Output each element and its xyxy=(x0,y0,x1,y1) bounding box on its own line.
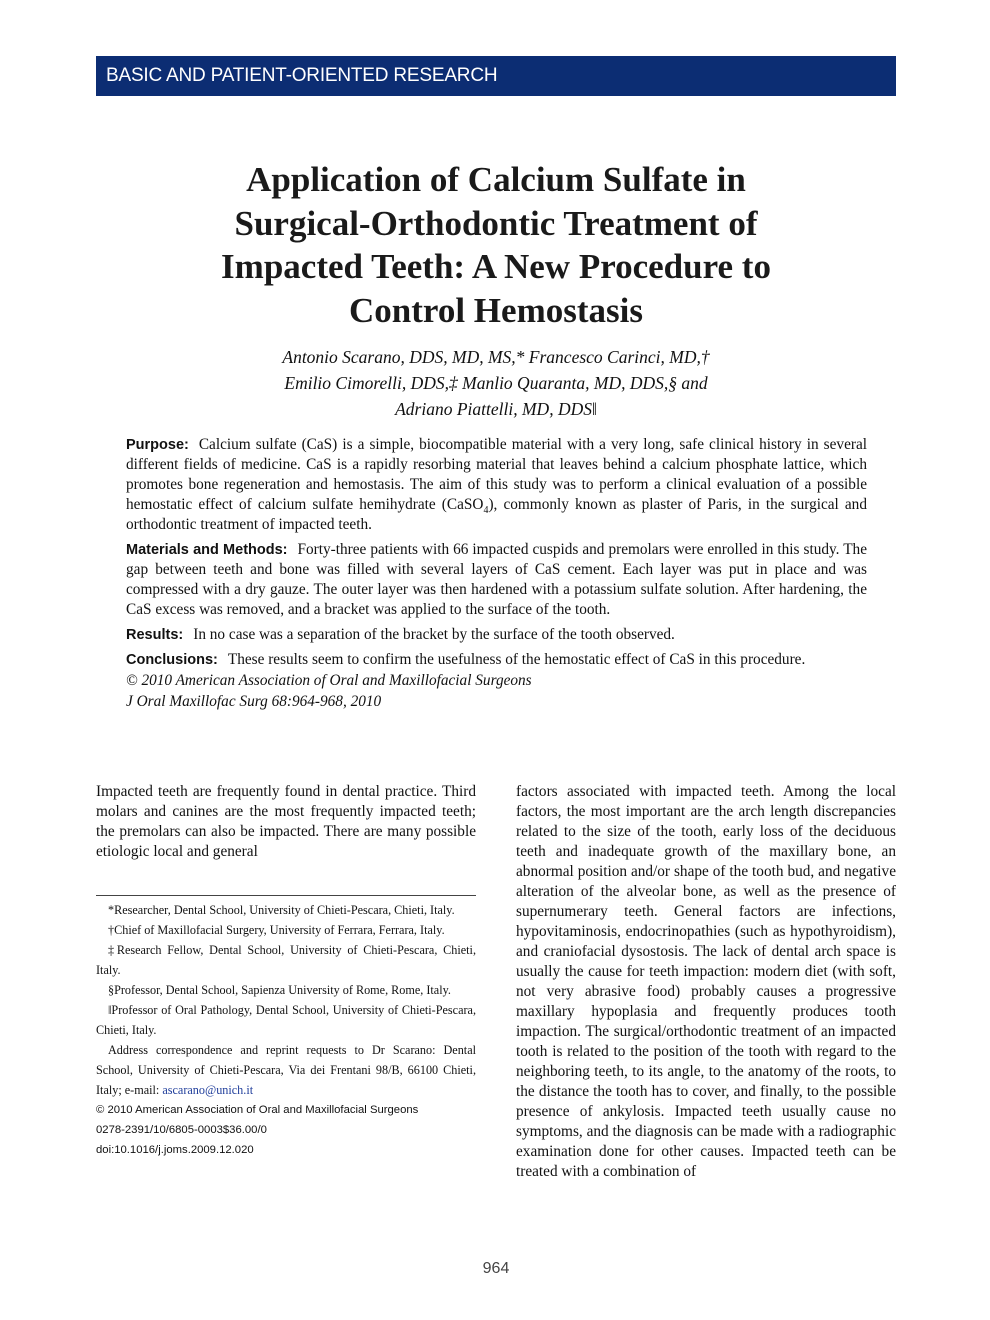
address-text: Address correspondence and reprint requests to Dr Scarano: Dental School, University of Chieti-Pescara, Via dei Frentani 98/B, 66100 Chieti, Italy; e-mail: xyxy=(96,1043,476,1097)
abstract-results xyxy=(126,625,867,645)
abstract-copyright: © 2010 American Association of Oral and Maxillofacial Surgeons xyxy=(126,672,532,689)
abstract-methods xyxy=(126,540,867,620)
conclusions-label: Conclusions: xyxy=(126,652,218,668)
email-link[interactable]: ascarano@unich.it xyxy=(162,1083,254,1097)
footnotes xyxy=(96,900,476,1160)
purpose-text: Calcium sulfate (CaS) is a simple, biocompatible material with a very long, safe clinical history in several different fields of medicine. CaS is a rapidly resorbing material that leaves behind a calcium phosphate lattice, which promotes bone regeneration and hemostasis. The aim of this study was to perform a clinical evaluation of a possible hemostatic effect of calcium sulfate hemihydrate (CaSO xyxy=(126,436,867,513)
footnote-divider xyxy=(96,895,476,896)
footnote-affiliation: *Researcher, Dental School, University of Chieti-Pescara, Chieti, Italy. xyxy=(108,903,455,917)
page-number: 964 xyxy=(482,1260,510,1277)
body-paragraph: Impacted teeth are frequently found in dental practice. Third molars and canines are the most frequently impacted teeth; the premolars can also be impacted. There are many possible etiologic local and general xyxy=(96,783,476,860)
footnote-doi: doi:10.1016/j.joms.2009.12.020 xyxy=(96,1144,254,1156)
author-line: Antonio Scarano, DDS, MD, MS,* Francesco Carinci, MD,† xyxy=(282,347,710,367)
footnote-affiliation: ‖Professor of Oral Pathology, Dental School, University of Chieti-Pescara, Chieti, Italy. xyxy=(96,1003,476,1037)
methods-text: Forty-three patients with 66 impacted cuspids and premolars were enrolled in this study. The gap between teeth and bone was filled with several layers of CaS cement. Each layer was put in place and was compressed with a dry gauze. The outer layer was then hardened with a potassium sulfate solution. After hardening, the CaS excess was removed, and a bracket was applied to the surface of the tooth. xyxy=(126,541,867,618)
footnote-affiliation: †Chief of Maxillofacial Surgery, University of Ferrara, Ferrara, Italy. xyxy=(108,923,445,937)
purpose-subscript: 4 xyxy=(483,505,489,517)
purpose-text-end: ), commonly known as plaster of Paris, in the surgical and orthodontic treatment of impacted teeth. xyxy=(126,496,867,533)
title-line: Application of Calcium Sulfate in xyxy=(246,160,746,199)
title-line: Impacted Teeth: A New Procedure to xyxy=(221,247,771,286)
results-label: Results: xyxy=(126,627,184,643)
title-line: Surgical-Orthodontic Treatment of xyxy=(234,203,758,243)
abstract xyxy=(126,435,867,712)
conclusions-text: These results seem to confirm the usefulness of the hemostatic effect of CaS in this procedure. xyxy=(227,651,806,668)
body-column-right xyxy=(516,782,896,1182)
author-list xyxy=(96,344,896,422)
footnote-affiliation: §Professor, Dental School, Sapienza University of Rome, Rome, Italy. xyxy=(108,983,451,997)
abstract-conclusions xyxy=(126,650,867,670)
footnote-copyright: © 2010 American Association of Oral and Maxillofacial Surgeons xyxy=(96,1104,419,1116)
section-banner: BASIC AND PATIENT-ORIENTED RESEARCH xyxy=(96,56,896,96)
body-paragraph: factors associated with impacted teeth. Among the local factors, the most important are the arch length discrepancies related to the size of the tooth, early loss of the deciduous teeth and inadequate growth of the maxillary bone, an abnormal position and/or shape of the tooth bud, and negative alteration of the alveolar bone, as well as the presence of supernumerary teeth. General factors are infections, hypovitaminosis, endocrinopathies (such as hypothyroidism), and craniofacial dysostosis. The lack of dental arch space is usually the cause for teeth impaction: modern diet (with soft, not very abrasive food) probably causes a progressive maxillary hypoplasia and frequently produces tooth impaction. The surgical/orthodontic treatment of an impacted tooth is related to the position of the tooth with regard to the neighboring teeth, to its angle, to the anatomy of the roots, to the distance the tooth has to cover, and finally, to the possible presence of ankylosis. Impacted teeth usually cause no symptoms, and the diagnosis can be made with a radiographic examination done for other causes. Impacted teeth can be treated with a combination of xyxy=(516,783,896,1180)
body-column-left xyxy=(96,782,476,862)
footnote-address xyxy=(96,1040,476,1100)
author-line: Emilio Cimorelli, DDS,‡ Manlio Quaranta, MD, DDS,§ and xyxy=(284,373,708,393)
abstract-purpose xyxy=(126,435,867,535)
abstract-citation: J Oral Maxillofac Surg 68:964-968, 2010 xyxy=(126,693,382,710)
author-line: Adriano Piattelli, MD, DDS‖ xyxy=(395,399,597,419)
purpose-label: Purpose: xyxy=(126,437,189,453)
title-line: Control Hemostasis xyxy=(349,290,643,330)
results-text: In no case was a separation of the bracket by the surface of the tooth observed. xyxy=(193,626,675,643)
article-title xyxy=(96,158,896,332)
methods-label: Materials and Methods: xyxy=(126,542,288,558)
footnote-affiliation: ‡Research Fellow, Dental School, University of Chieti-Pescara, Chieti, Italy. xyxy=(96,943,476,977)
footnote-issn: 0278-2391/10/6805-0003$36.00/0 xyxy=(96,1124,267,1136)
